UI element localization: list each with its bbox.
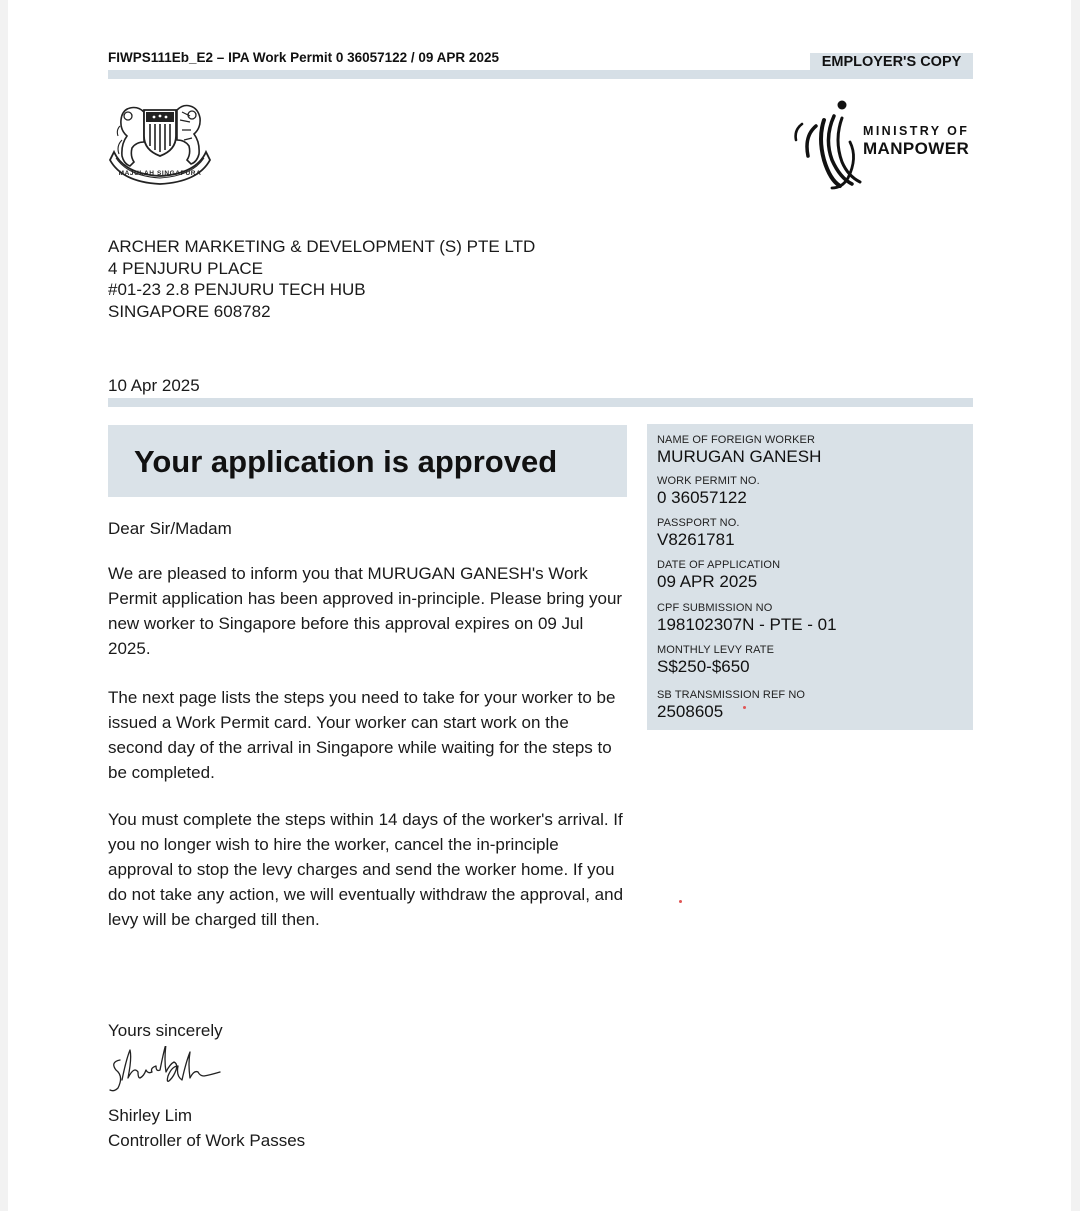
address-line: SINGAPORE 608782 xyxy=(108,301,271,321)
paragraph-approval: We are pleased to inform you that MURUGAN GANESH's Work Permit application has been approved in-principle. Please bring your new worker to Singapore before this approval expires on 09 Jul 2025. xyxy=(108,564,623,658)
header-rule xyxy=(108,70,973,79)
detail-passport-no xyxy=(657,517,740,550)
detail-sb-transmission-ref xyxy=(657,689,805,722)
detail-cpf-submission-no xyxy=(657,602,837,635)
detail-value: MURUGAN GANESH xyxy=(657,447,822,466)
detail-label: DATE OF APPLICATION xyxy=(657,559,781,571)
employers-copy-tag: EMPLOYER'S COPY xyxy=(810,53,973,71)
paragraph-deadline: You must complete the steps within 14 days of the worker's arrival. If you no longer wish to hire the worker, cancel the in-principle approval to stop the levy charges and send the worker home. If you do not take any action, we will eventually withdraw the approval, and levy will be charged till then. xyxy=(108,810,624,929)
detail-application-date xyxy=(657,559,780,592)
ministry-of-manpower-logo-icon xyxy=(788,98,864,190)
detail-label: SB TRANSMISSION REF NO xyxy=(657,689,806,701)
detail-value: 0 36057122 xyxy=(657,488,747,507)
letter-date: 10 Apr 2025 xyxy=(108,376,200,395)
signer-name: Shirley Lim xyxy=(108,1106,193,1125)
recipient-address xyxy=(108,236,535,322)
title-banner xyxy=(108,425,627,497)
crest-motto: MAJULAH SINGAPURA xyxy=(118,170,202,177)
paragraph-next-steps: The next page lists the steps you need to take for your worker to be issued a Work Permit card. Your worker can start work on the second day of the arrival in Singapore while waiting for the steps to be completed. xyxy=(108,688,616,782)
detail-label: PASSPORT NO. xyxy=(657,517,740,529)
detail-label: WORK PERMIT NO. xyxy=(657,475,760,487)
detail-value: V8261781 xyxy=(657,530,735,549)
detail-value: 09 APR 2025 xyxy=(657,572,758,591)
ink-dot xyxy=(679,900,682,903)
page-title: Your application is approved xyxy=(134,444,558,479)
detail-value: S$250-$650 xyxy=(657,657,750,676)
letter-page xyxy=(8,0,1071,1211)
date-rule xyxy=(108,398,973,407)
reference-line: FIWPS111Eb_E2 – IPA Work Permit 0 36057122 / 09 APR 2025 xyxy=(108,50,499,65)
worker-details-panel xyxy=(647,424,973,730)
detail-label: CPF SUBMISSION NO xyxy=(657,602,773,614)
manpower-label: MANPOWER xyxy=(863,139,970,158)
address-line: 4 PENJURU PLACE xyxy=(108,258,263,278)
ink-dot xyxy=(743,706,746,709)
detail-label: MONTHLY LEVY RATE xyxy=(657,644,775,656)
singapore-crest-icon xyxy=(108,96,212,186)
detail-monthly-levy-rate xyxy=(657,644,774,677)
salutation: Dear Sir/Madam xyxy=(108,519,232,538)
closing-signoff: Yours sincerely xyxy=(108,1021,223,1040)
detail-label: NAME OF FOREIGN WORKER xyxy=(657,434,816,446)
handwritten-signature xyxy=(108,1046,243,1096)
ministry-label: MINISTRY OF xyxy=(863,124,970,138)
detail-value: 2508605 xyxy=(657,702,724,721)
address-line: #01-23 2.8 PENJURU TECH HUB xyxy=(108,280,366,299)
detail-worker-name xyxy=(657,434,821,467)
detail-work-permit-no xyxy=(657,475,760,508)
detail-value: 198102307N - PTE - 01 xyxy=(657,615,837,634)
signer-title: Controller of Work Passes xyxy=(108,1131,306,1150)
company-name: ARCHER MARKETING & DEVELOPMENT (S) PTE LTD xyxy=(108,237,536,256)
